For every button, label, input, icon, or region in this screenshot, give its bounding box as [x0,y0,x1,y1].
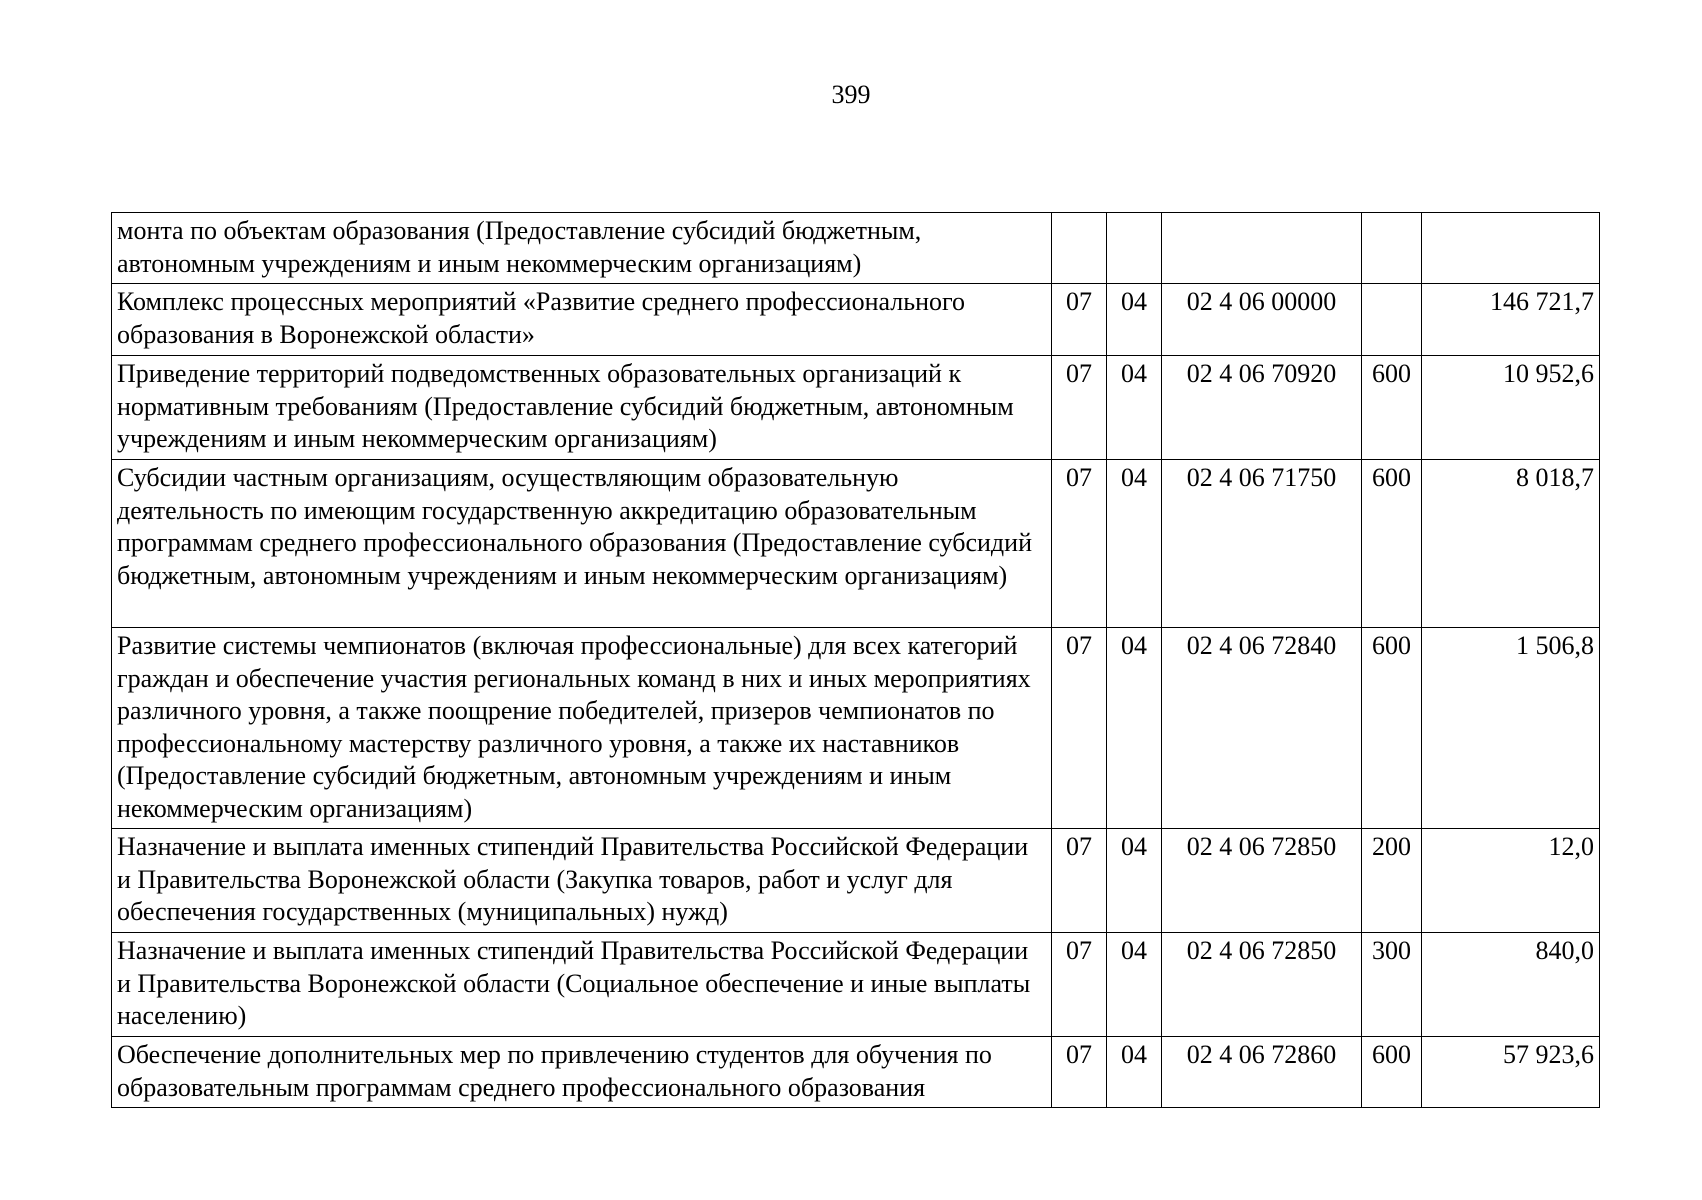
page-number: 399 [831,80,871,109]
row-subsection-code: 04 [1107,829,1162,933]
row-target-article-code [1162,213,1362,284]
row-expense-type-code: 600 [1362,628,1422,829]
row-subsection-code: 04 [1107,284,1162,356]
row-expense-type-code [1362,284,1422,356]
row-amount [1422,213,1600,284]
row-section-code: 07 [1052,356,1107,460]
row-section-code [1052,213,1107,284]
row-section-code: 07 [1052,829,1107,933]
row-subsection-code: 04 [1107,460,1162,628]
row-subsection-code: 04 [1107,1037,1162,1108]
row-expense-type-code [1362,213,1422,284]
row-description: Комплекс процессных мероприятий «Развитие среднего профессионального образования в Воронежской области» [112,284,1052,356]
row-amount: 1 506,8 [1422,628,1600,829]
row-expense-type-code: 200 [1362,829,1422,933]
row-target-article-code: 02 4 06 71750 [1162,460,1362,628]
row-section-code: 07 [1052,1037,1107,1108]
row-target-article-code: 02 4 06 72850 [1162,829,1362,933]
row-description: Приведение территорий подведомственных образовательных организаций к нормативным требованиям (Предоставление субсидий бюджетным, автономным учреждениям и иным некоммерческим организациям) [112,356,1052,460]
table-row [112,284,1600,356]
row-section-code: 07 [1052,284,1107,356]
row-amount: 840,0 [1422,933,1600,1037]
row-amount: 146 721,7 [1422,284,1600,356]
row-expense-type-code: 600 [1362,356,1422,460]
row-amount: 10 952,6 [1422,356,1600,460]
row-description: Назначение и выплата именных стипендий Правительства Российской Федерации и Правительства Воронежской области (Социальное обеспечение и иные выплаты населению) [112,933,1052,1037]
row-description: монта по объектам образования (Предоставление субсидий бюджетным, автономным учреждениям и иным некоммерческим организациям) [112,213,1052,284]
row-target-article-code: 02 4 06 70920 [1162,356,1362,460]
table-row [112,1037,1600,1108]
row-subsection-code [1107,213,1162,284]
row-description: Назначение и выплата именных стипендий Правительства Российской Федерации и Правительства Воронежской области (Закупка товаров, работ и услуг для обеспечения государственных (муниципальных) нужд) [112,829,1052,933]
row-section-code: 07 [1052,460,1107,628]
row-target-article-code: 02 4 06 00000 [1162,284,1362,356]
row-description: Субсидии частным организациям, осуществляющим образовательную деятельность по имеющим государственную аккредитацию образовательным программам среднего профессионального образования (Предоставление субсидий бюджетным, автономным учреждениям и иным некоммерческим организациям) [112,460,1052,628]
row-target-article-code: 02 4 06 72850 [1162,933,1362,1037]
table-row [112,213,1600,284]
row-subsection-code: 04 [1107,628,1162,829]
row-description: Обеспечение дополнительных мер по привлечению студентов для обучения по образовательным программам среднего профессионального образования [112,1037,1052,1108]
table-row [112,933,1600,1037]
table-row [112,460,1600,628]
budget-table [111,212,1600,1108]
table-row [112,356,1600,460]
row-subsection-code: 04 [1107,933,1162,1037]
row-expense-type-code: 300 [1362,933,1422,1037]
row-expense-type-code: 600 [1362,1037,1422,1108]
table-row [112,628,1600,829]
row-amount: 12,0 [1422,829,1600,933]
row-amount: 57 923,6 [1422,1037,1600,1108]
table-row [112,829,1600,933]
row-amount: 8 018,7 [1422,460,1600,628]
row-target-article-code: 02 4 06 72860 [1162,1037,1362,1108]
row-section-code: 07 [1052,933,1107,1037]
row-description: Развитие системы чемпионатов (включая профессиональные) для всех категорий граждан и обеспечение участия региональных команд в них и иных мероприятиях различного уровня, а также поощрение победителей, призеров чемпионатов по профессиональному мастерству различного уровня, а также их наставников (Предоставление субсидий бюджетным, автономным учреждениям и иным некоммерческим организациям) [112,628,1052,829]
row-target-article-code: 02 4 06 72840 [1162,628,1362,829]
row-subsection-code: 04 [1107,356,1162,460]
row-section-code: 07 [1052,628,1107,829]
row-expense-type-code: 600 [1362,460,1422,628]
